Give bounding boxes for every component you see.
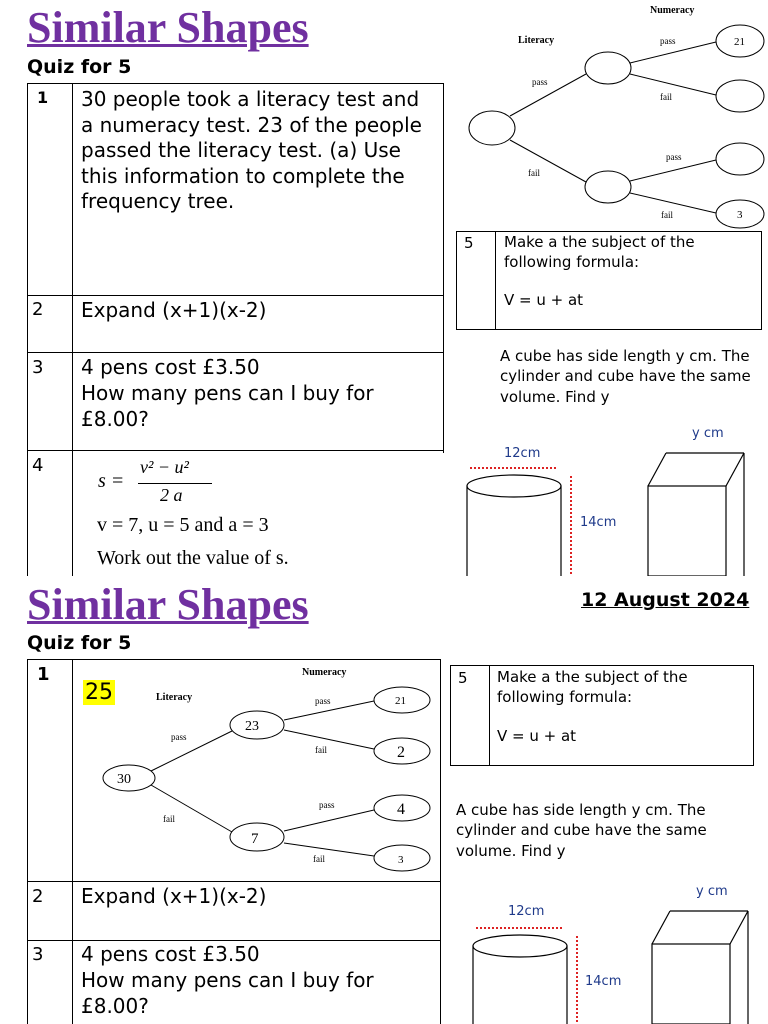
q4-formula-denominator: 2 a <box>160 485 183 505</box>
cylinder-height-label: 14cm <box>580 515 617 530</box>
q2-number: 2 <box>32 299 44 320</box>
q5-number: 5 <box>464 234 474 252</box>
tree-pass-label: pass <box>660 36 676 46</box>
cylinder-cube-figure-top <box>460 450 760 576</box>
tree-literacy-label: Literacy <box>518 35 555 46</box>
cube-question: A cube has side length y cm. The cylinder and cube have the same volume. Find y <box>500 347 751 406</box>
tree-fail-label: fail <box>313 854 325 864</box>
tree-fail-label: fail <box>661 210 673 220</box>
cube-question: A cube has side length y cm. The cylinder and cube have the same volume. Find y <box>456 801 707 860</box>
quiz-subtitle: Quiz for 5 <box>27 56 132 78</box>
q4-number: 4 <box>32 455 44 476</box>
cylinder-width-label: 12cm <box>504 446 541 461</box>
q2-number: 2 <box>32 886 44 907</box>
q4-instruction: Work out the value of s. <box>97 547 289 569</box>
q5-text: Make a the subject of the following formula: <box>504 233 695 271</box>
q5-number: 5 <box>458 669 468 687</box>
q3-line1: 4 pens cost £3.50 <box>81 942 260 966</box>
q5-formula: V = u + at <box>497 727 577 745</box>
q1-text: 30 people took a literacy test and a numeracy test. 23 of the people passed the literacy test. (a) Use this information to complete the frequency tree. <box>81 87 422 214</box>
q1-number: 1 <box>37 88 49 107</box>
cylinder-width-label: 12cm <box>508 904 545 919</box>
tree-value: 3 <box>737 209 743 221</box>
frequency-tree-bottom <box>95 660 440 880</box>
cube-side-label: y cm <box>696 884 728 899</box>
q2-text: Expand (x+1)(x-2) <box>81 298 267 322</box>
q5-text: Make a the subject of the following formula: <box>497 668 688 706</box>
quiz-subtitle: Quiz for 5 <box>27 632 132 654</box>
tree-value: 23 <box>245 719 259 734</box>
q3-line2: How many pens can I buy for £8.00? <box>81 381 374 431</box>
tree-pass-label: pass <box>319 800 335 810</box>
tree-fail-label: fail <box>528 168 540 178</box>
cylinder-cube-figure-bottom <box>464 908 764 1024</box>
tree-value: 7 <box>251 831 259 847</box>
q4-values: v = 7, u = 5 and a = 3 <box>97 514 269 536</box>
tree-numeracy-label: Numeracy <box>302 667 347 678</box>
cylinder-height-label: 14cm <box>585 974 622 989</box>
page-title: Similar Shapes <box>27 580 309 629</box>
tree-fail-label: fail <box>163 814 175 824</box>
q1-answer: 25 <box>85 680 113 705</box>
tree-value: 21 <box>395 695 406 707</box>
tree-fail-label: fail <box>315 745 327 755</box>
tree-value: 2 <box>397 744 405 761</box>
tree-value: 3 <box>398 854 404 866</box>
tree-pass-label: pass <box>666 152 682 162</box>
tree-pass-label: pass <box>171 732 187 742</box>
q4-formula-numerator: v² − u² <box>140 457 189 477</box>
q4-formula-lhs: s = <box>98 470 125 492</box>
tree-fail-label: fail <box>660 92 672 102</box>
q3-line2: How many pens can I buy for £8.00? <box>81 968 374 1018</box>
tree-value: 30 <box>117 772 131 787</box>
q5-formula: V = u + at <box>504 291 584 309</box>
tree-literacy-label: Literacy <box>156 692 193 703</box>
page-title: Similar Shapes <box>27 3 309 52</box>
tree-value: 4 <box>397 801 405 818</box>
tree-numeracy-label: Numeracy <box>650 5 695 16</box>
cube-side-label: y cm <box>692 426 724 441</box>
tree-pass-label: pass <box>532 77 548 87</box>
q2-text: Expand (x+1)(x-2) <box>81 884 267 908</box>
q3-line1: 4 pens cost £3.50 <box>81 355 260 379</box>
tree-pass-label: pass <box>315 696 331 706</box>
date-label: 12 August 2024 <box>581 589 750 611</box>
q3-number: 3 <box>32 357 44 378</box>
q3-number: 3 <box>32 944 44 965</box>
frequency-tree-top <box>462 0 768 232</box>
q1-number: 1 <box>37 664 50 685</box>
tree-value: 21 <box>734 36 745 48</box>
